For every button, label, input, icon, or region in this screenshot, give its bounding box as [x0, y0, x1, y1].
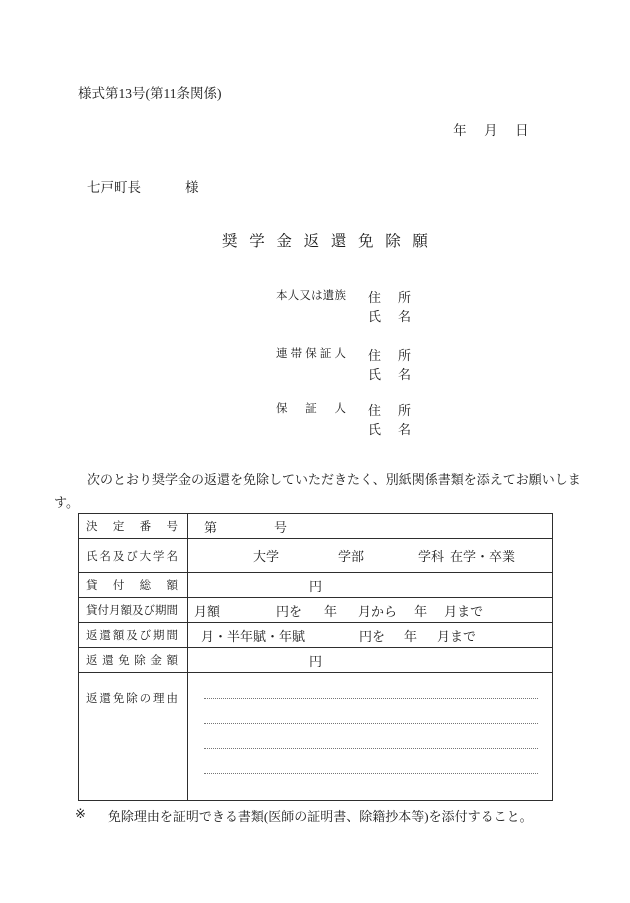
value-part: 年: [404, 628, 418, 644]
addressee-line: [87, 176, 199, 196]
value-part: 年: [414, 603, 428, 619]
table-row-decision-number: [79, 514, 552, 538]
reason-dotted-line: [204, 773, 538, 774]
value-part: 月から: [358, 603, 398, 619]
value-part: 学部: [338, 549, 365, 564]
table-row-repayment-period: [79, 622, 552, 647]
row-label-cell: [79, 514, 188, 538]
signer-role-applicant: 本 人 又 は 遺 族: [276, 290, 346, 302]
value-part: 円を: [359, 628, 386, 644]
guarantor-name-label: 氏 名: [368, 422, 411, 437]
row-value-cell: [188, 623, 552, 647]
reason-fill-in-area: [188, 673, 552, 800]
value-part: 月まで: [437, 628, 477, 644]
value-part: 学科: [418, 549, 445, 564]
date-line: 年 月 日: [453, 123, 529, 138]
row-label: 貸 付 月 額 及 び 期 間: [86, 605, 178, 617]
value-part: 第: [204, 519, 218, 535]
table-row-monthly-loan-period: [79, 597, 552, 622]
table-row-exemption-amount: [79, 647, 552, 672]
value-part: 号: [274, 519, 288, 535]
row-value-cell: [188, 514, 552, 538]
row-label-cell: [79, 598, 188, 622]
table-row-loan-total: [79, 572, 552, 597]
row-label: 氏 名 及 び 大 学 名: [86, 550, 178, 563]
row-value-cell: [188, 573, 552, 597]
row-label: 返 還 免 除 金 額: [86, 655, 178, 667]
value-part: 月額: [194, 603, 221, 619]
note-text: 免除理由を証明できる書類(医師の証明書、除籍抄本等)を添付すること。: [107, 809, 533, 824]
value-part: 年: [324, 603, 338, 619]
row-label-cell: [79, 623, 188, 647]
joint-guarantor-name-label: 氏 名: [368, 367, 411, 382]
request-paragraph: 次のとおり奨学金の返還を免除していただきたく、別紙関係書類を添えてお願いします。: [54, 472, 581, 510]
value-part: 大学: [253, 549, 280, 564]
row-value-cell: [188, 539, 552, 572]
reason-dotted-line: [204, 748, 538, 749]
joint-guarantor-address-label: 住 所: [368, 348, 411, 363]
addressee-honorific: 様: [185, 180, 199, 195]
row-label: 返 還 額 及 び 期 間: [86, 630, 178, 642]
form-number: 様式第13号(第11条関係): [78, 86, 222, 101]
attachment-note: [75, 806, 533, 825]
applicant-name-label: 氏 名: [368, 309, 411, 324]
row-label-cell: [79, 573, 188, 597]
document-title: 奨 学 金 返 還 免 除 願: [222, 233, 428, 250]
value-part: 円: [309, 653, 323, 669]
value-part: 在学・卒業: [450, 549, 516, 564]
note-marker: ※: [75, 806, 86, 821]
row-label: 決 定 番 号: [86, 521, 178, 533]
row-label-cell: [79, 673, 188, 800]
row-label-cell: [79, 539, 188, 572]
value-part: 円を: [276, 603, 303, 619]
applicant-address-label: 住 所: [368, 290, 411, 305]
value-part: 円: [309, 578, 323, 594]
application-table: [78, 513, 553, 801]
table-row-exemption-reason: [79, 672, 552, 800]
row-label: 貸 付 総 額: [86, 580, 178, 592]
row-label-cell: [79, 648, 188, 672]
addressee-name: 七戸町長: [87, 180, 141, 195]
value-part: 月・半年賦・年賦: [201, 628, 306, 644]
signer-role-guarantor: 保 証 人: [276, 403, 346, 415]
reason-dotted-line: [204, 698, 538, 699]
row-value-cell: [188, 598, 552, 622]
guarantor-address-label: 住 所: [368, 403, 411, 418]
row-value-cell: [188, 648, 552, 672]
value-part: 月まで: [444, 603, 484, 619]
signer-role-joint-guarantor: 連 帯 保 証 人: [276, 348, 346, 360]
table-row-name-university: [79, 538, 552, 572]
reason-dotted-line: [204, 723, 538, 724]
row-label: 返 還 免 除 の 理 由: [86, 693, 178, 705]
